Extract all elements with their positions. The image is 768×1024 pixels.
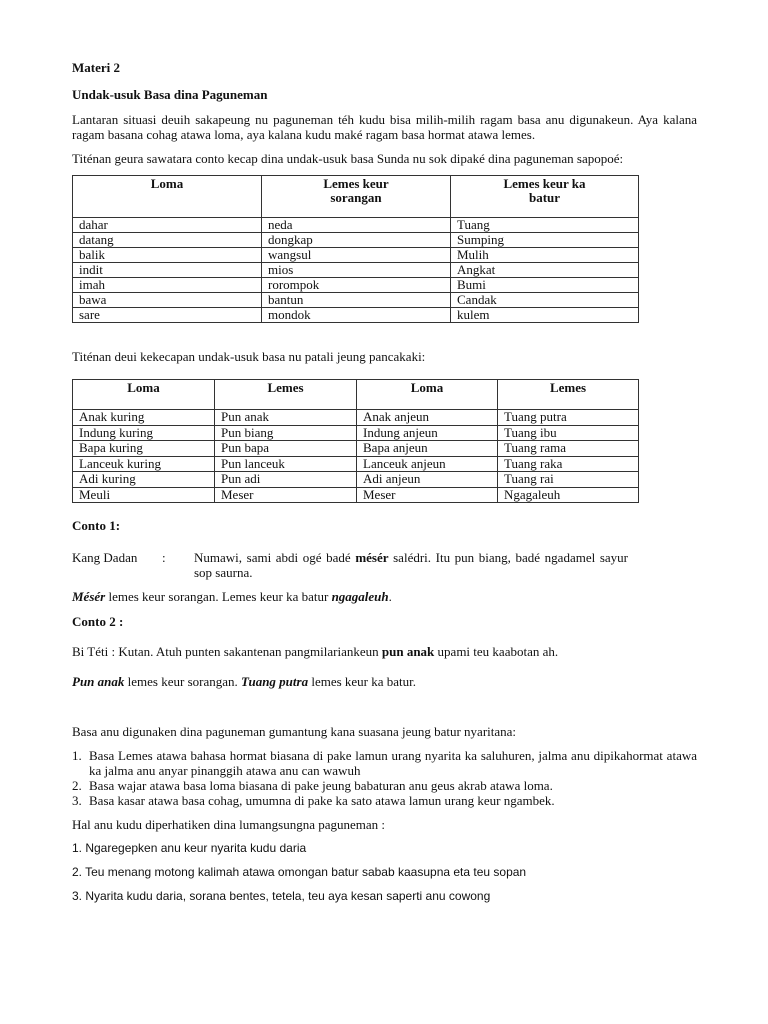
- table-cell: Bumi: [451, 278, 639, 293]
- conto1-line: [194, 550, 628, 580]
- conto1-note-end: .: [388, 589, 392, 604]
- vocabulary-table: [72, 175, 639, 323]
- table-header-cell: [451, 176, 639, 218]
- conto2-title: Conto 2 :: [72, 614, 124, 629]
- table-header-cell: Loma: [73, 380, 215, 410]
- table-cell: kulem: [451, 308, 639, 323]
- table-cell: Lanceuk anjeun: [357, 456, 498, 472]
- table-cell: Pun lanceuk: [215, 456, 357, 472]
- conto1-line-start: Numawi, sami abdi ogé badé: [194, 550, 356, 565]
- list-item: [72, 748, 697, 778]
- list-item-number: 1.: [72, 748, 82, 763]
- section-title: Undak-usuk Basa dina Paguneman: [72, 87, 268, 102]
- table-cell: Pun adi: [215, 472, 357, 488]
- conto1-note-term1: Mésér: [72, 589, 106, 604]
- table-cell: dongkap: [262, 233, 451, 248]
- table-header-cell: [262, 176, 451, 218]
- list-item: [72, 778, 697, 793]
- conto1-keyword: mésér: [355, 550, 389, 565]
- table-cell: Indung kuring: [73, 425, 215, 441]
- table-cell: Sumping: [451, 233, 639, 248]
- table-row: [73, 456, 639, 472]
- conto2-keyword: pun anak: [381, 644, 435, 659]
- list-item-text: Basa kasar atawa basa cohag, umumna di pake ka sato atawa lamun urang keur ngambek.: [89, 793, 555, 808]
- conto1-dialogue: [72, 550, 628, 580]
- conto1-colon: :: [162, 550, 166, 565]
- conto1-note-middle: lemes keur sorangan. Lemes keur ka batur: [105, 589, 332, 604]
- conto1-line-end: salédri. Itu pun biang, badé ngadamel sayur sop saurna.: [194, 550, 628, 580]
- table-header-cell: Loma: [73, 176, 262, 218]
- table-row: [73, 441, 639, 457]
- document-page: [72, 60, 697, 904]
- pancakaki-intro: Titénan deui kekecapan undak-usuk basa nu patali jeung pancakaki:: [72, 349, 426, 364]
- table-cell: dahar: [73, 218, 262, 233]
- list-item: [72, 793, 697, 808]
- hal-paragraph: Hal anu kudu diperhatiken dina lumangsungna paguneman :: [72, 817, 386, 832]
- table-row: [73, 248, 639, 263]
- conto2-note-end: lemes keur ka batur.: [308, 674, 417, 689]
- table-cell: Indung anjeun: [357, 425, 498, 441]
- table-cell: Mulih: [451, 248, 639, 263]
- conto2-line: [72, 644, 697, 659]
- hal-item: 2. Teu menang motong kalimah atawa omongan batur sabab kaasupna eta teu sopan: [72, 865, 527, 879]
- examples-intro: Titénan geura sawatara conto kecap dina undak-usuk basa Sunda nu sok dipaké dina paguneman sapopoé:: [72, 151, 624, 166]
- table-row: [73, 487, 639, 503]
- intro-paragraph: Lantaran situasi deuih sakapeung nu paguneman téh kudu bisa milih-milih ragam basa anu digunakeun. Aya kalana ragam basana cohag atawa loma, aya kalana kudu maké ragam basa hormat atawa lemes.: [72, 112, 697, 142]
- table-cell: neda: [262, 218, 451, 233]
- table-header-cell: Loma: [357, 380, 498, 410]
- table-cell: Anak anjeun: [357, 410, 498, 426]
- table-row: [73, 263, 639, 278]
- table-row: [73, 308, 639, 323]
- table-header-row: [73, 380, 639, 410]
- table-cell: mondok: [262, 308, 451, 323]
- table-cell: wangsul: [262, 248, 451, 263]
- table-cell: Pun biang: [215, 425, 357, 441]
- conto2-note-middle: lemes keur sorangan.: [124, 674, 241, 689]
- table-cell: imah: [73, 278, 262, 293]
- table-cell: Tuang ibu: [498, 425, 639, 441]
- table-cell: Tuang putra: [498, 410, 639, 426]
- table-cell: Tuang raka: [498, 456, 639, 472]
- table-cell: Angkat: [451, 263, 639, 278]
- list-item-number: 2.: [72, 778, 82, 793]
- conto1-speaker: Kang Dadan: [72, 550, 138, 565]
- conto2-note-term2: Tuang putra: [241, 674, 309, 689]
- table-cell: Pun bapa: [215, 441, 357, 457]
- table-cell: Tuang rai: [498, 472, 639, 488]
- table-cell: Meuli: [73, 487, 215, 503]
- table-row: [73, 425, 639, 441]
- table-cell: rorompok: [262, 278, 451, 293]
- basa-paragraph: Basa anu digunaken dina paguneman gumantung kana suasana jeung batur nyaritana:: [72, 724, 517, 739]
- table-cell: datang: [73, 233, 262, 248]
- ragam-list: [72, 748, 697, 808]
- table-cell: Tuang rama: [498, 441, 639, 457]
- conto1-title: Conto 1:: [72, 518, 121, 533]
- table-header-cell: Lemes: [498, 380, 639, 410]
- conto2-line-start: Bi Téti : Kutan. Atuh punten sakantenan pangmilariankeun: [72, 644, 382, 659]
- list-item-text: Basa wajar atawa basa loma biasana di pake jeung babaturan anu geus akrab atawa loma.: [89, 778, 553, 793]
- header-text: Lemes keur ka batur: [503, 176, 586, 205]
- hal-item: 3. Nyarita kudu daria, sorana bentes, tetela, teu aya kesan saperti anu cowong: [72, 889, 491, 903]
- conto1-note: [72, 589, 697, 604]
- table-cell: Bapa kuring: [73, 441, 215, 457]
- table-row: [73, 410, 639, 426]
- conto2-note: [72, 674, 697, 689]
- materi-title: Materi 2: [72, 60, 121, 75]
- header-text: Lemes keur sorangan: [323, 176, 389, 205]
- table-cell: Adi kuring: [73, 472, 215, 488]
- conto2-line-end: upami teu kaabotan ah.: [434, 644, 559, 659]
- list-item-number: 3.: [72, 793, 82, 808]
- table-cell: indit: [73, 263, 262, 278]
- table-cell: balik: [73, 248, 262, 263]
- table-cell: Lanceuk kuring: [73, 456, 215, 472]
- table-cell: bawa: [73, 293, 262, 308]
- list-item-text: Basa Lemes atawa bahasa hormat biasana di pake lamun urang nyarita ka saluhuren, jalma anu dipikahormat atawa ka jalma anu anyar pinanggih atawa anu can wawuh: [89, 748, 697, 778]
- conto1-note-term2: ngagaleuh: [331, 589, 389, 604]
- table-row: [73, 233, 639, 248]
- table-cell: Anak kuring: [73, 410, 215, 426]
- table-cell: Ngagaleuh: [498, 487, 639, 503]
- conto2-note-term1: Pun anak: [72, 674, 125, 689]
- table-cell: Meser: [215, 487, 357, 503]
- hal-item: 1. Ngaregepken anu keur nyarita kudu daria: [72, 841, 307, 855]
- table-header-cell: Lemes: [215, 380, 357, 410]
- table-cell: Bapa anjeun: [357, 441, 498, 457]
- table-row: [73, 472, 639, 488]
- table-cell: bantun: [262, 293, 451, 308]
- table-cell: Adi anjeun: [357, 472, 498, 488]
- table-cell: Pun anak: [215, 410, 357, 426]
- table-cell: Meser: [357, 487, 498, 503]
- table-row: [73, 293, 639, 308]
- table-row: [73, 218, 639, 233]
- table-cell: Tuang: [451, 218, 639, 233]
- table-cell: mios: [262, 263, 451, 278]
- table-cell: sare: [73, 308, 262, 323]
- table-header-row: [73, 176, 639, 218]
- table-cell: Candak: [451, 293, 639, 308]
- pancakaki-table: [72, 379, 639, 503]
- table-row: [73, 278, 639, 293]
